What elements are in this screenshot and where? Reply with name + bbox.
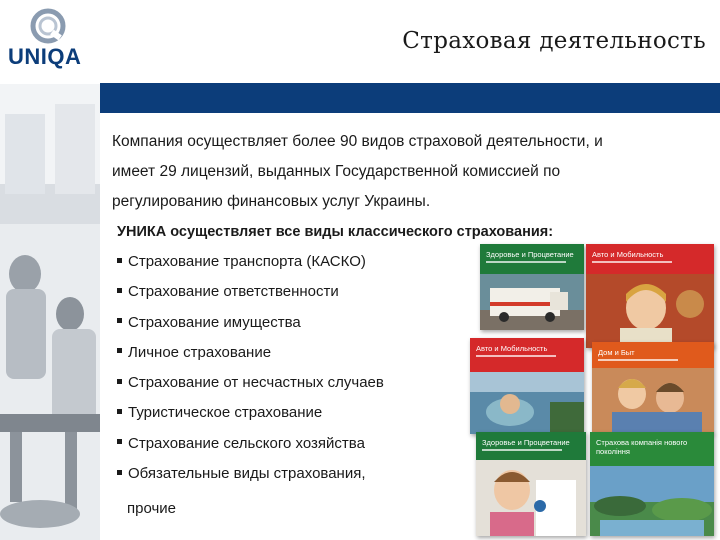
list-item: Туристическое страхование xyxy=(117,403,384,433)
brochure-title: Авто и Мобильность xyxy=(476,344,548,353)
bullet-icon xyxy=(117,439,122,444)
bullet-icon xyxy=(117,318,122,323)
list-item: Личное страхование xyxy=(117,343,384,373)
bullet-icon xyxy=(117,288,122,293)
brochure-title: Авто и Мобильность xyxy=(592,250,664,259)
list-item: Страхование от несчастных случаев xyxy=(117,373,384,403)
intro-paragraph xyxy=(112,127,702,217)
brochure-auto-water xyxy=(470,338,584,434)
bullet-icon xyxy=(117,258,122,263)
logo-text: UNIQA xyxy=(8,44,82,69)
bullet-icon xyxy=(117,348,122,353)
header-band xyxy=(100,83,720,113)
insurance-types-list xyxy=(117,252,384,494)
list-continuation: прочие xyxy=(127,500,177,517)
list-item: Страхование ответственности xyxy=(117,282,384,312)
landscape-photo xyxy=(590,466,714,536)
list-item: Страхование имущества xyxy=(117,313,384,343)
brochure-title: Страхова компанія нового покоління xyxy=(596,438,688,456)
brochure-home xyxy=(592,342,714,434)
uniqa-logo xyxy=(0,0,100,80)
ambulance-photo xyxy=(480,274,584,330)
brochure-title: Дом и Быт xyxy=(598,348,635,357)
office-photo xyxy=(0,84,100,540)
list-item: Обязательные виды страхования, xyxy=(117,464,384,494)
water-scene-photo xyxy=(470,372,584,434)
brochure-title: Здоровье и Процветание xyxy=(486,250,574,259)
brochure-title: Здоровье и Процветание xyxy=(482,438,570,447)
intro-line: регулированию финансовых услуг Украины. xyxy=(112,193,431,210)
bullet-icon xyxy=(117,470,122,475)
bullet-icon xyxy=(117,379,122,384)
list-item: Страхование транспорта (КАСКО) xyxy=(117,252,384,282)
page-title: Страховая деятельность xyxy=(402,28,706,54)
bullet-icon xyxy=(117,409,122,414)
brochure-auto-child xyxy=(586,244,714,348)
brochure-health-2 xyxy=(476,432,586,536)
uniqa-emblem-icon xyxy=(30,8,66,44)
doctor-child-photo xyxy=(476,460,586,536)
child-photo xyxy=(586,274,714,348)
lead-heading: УНИКА осуществляет все виды классического страхования: xyxy=(117,224,554,240)
intro-line: Компания осуществляет более 90 видов страховой деятельности, и xyxy=(112,133,603,150)
family-photo xyxy=(592,368,714,434)
list-item: Страхование сельского хозяйства xyxy=(117,434,384,464)
brochure-new-generation xyxy=(590,432,714,536)
intro-line: имеет 29 лицензий, выданных Государственной комиссией по xyxy=(112,163,561,180)
brochure-health xyxy=(480,244,584,330)
